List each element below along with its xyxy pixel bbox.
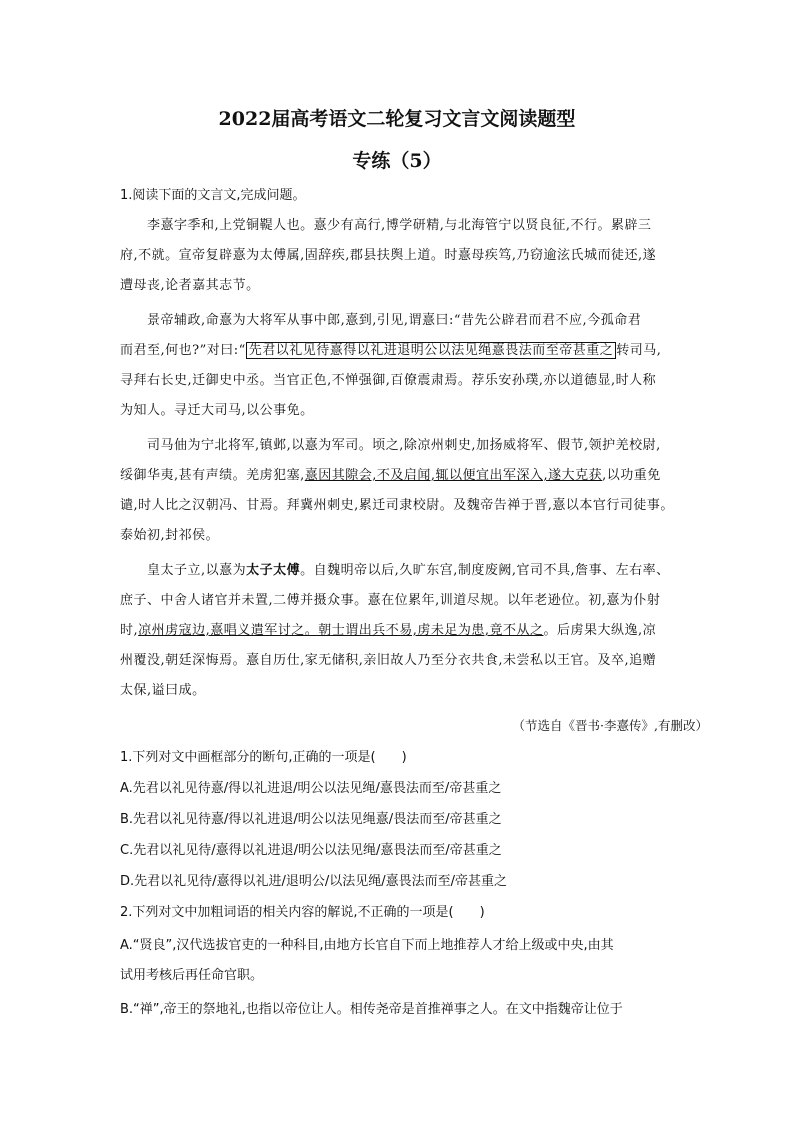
passage-text: 绥御华夷,甚有声绩。羌虏犯塞,: [120, 468, 305, 483]
passage-text: 时,: [120, 623, 139, 638]
bold-term: 太子太傅: [246, 563, 301, 578]
passage-line: [120, 341, 661, 361]
passage-text: 皇太子立,以憙为: [147, 563, 247, 578]
option-a: A.“贤良”,汉代选拔官吏的一种科目,由地方长官自下而上地推荐人才给上级或中央,由其: [120, 938, 614, 953]
passage-line: 泰始初,封祁侯。: [120, 528, 220, 543]
passage-text: 。自魏明帝以后,久旷东宫,制度废阙,官司不具,詹事、左右率、: [300, 563, 670, 578]
underlined-sentence: 憙因其隙会,不及启闻,辄以便宜出军深入,遂大克获: [304, 468, 603, 483]
page-title: 2022届高考语文二轮复习文言文阅读题型: [218, 108, 576, 130]
passage-text: 。后虏果大纵逸,凉: [543, 623, 657, 638]
source-citation: （节选自《晋书·李憙传》,有删改）: [512, 718, 708, 733]
passage-line: 庶子、中舍人诸官并未置,二傅并摄众事。憙在位累年,训道尽规。以年老逊位。初,憙为仆射: [120, 593, 661, 608]
passage-line: 遭母丧,论者嘉其志节。: [120, 278, 260, 293]
passage-line: 寻拜右长史,迁御史中丞。当官正色,不惮强御,百僚震肃焉。荐乐安孙璞,亦以道德显,时人称: [120, 373, 657, 388]
question-2: 2.下列对文中加粗词语的相关内容的解说,不正确的一项是( ): [120, 905, 485, 920]
option-a-continued: 试用考核后再任命官职。: [120, 968, 264, 983]
passage-line: [120, 621, 656, 641]
passage-line: 李憙字季和,上党铜鞮人也。憙少有高行,博学研精,与北海管宁以贤良征,不行。累辟三: [147, 218, 652, 233]
passage-line: 谴,时人比之汉朝冯、甘焉。拜冀州刺史,累迁司隶校尉。及魏帝告禅于晋,憙以本官行司徒事。: [120, 498, 674, 513]
option-c: C.先君以礼见待/憙得以礼进退/明公以法见绳/憙畏法而至/帝甚重之: [120, 843, 502, 858]
passage-line: 为知人。寻迁大司马,以公事免。: [120, 403, 314, 418]
passage-text: 而君至,何也?”对曰:“: [120, 343, 246, 358]
option-b: B.先君以礼见待憙/得以礼进退/明公以法见绳憙/畏法而至/帝甚重之: [120, 812, 502, 827]
passage-line: 府,不就。宣帝复辟憙为太傅属,固辞疾,郡县扶舆上道。时憙母疾笃,乃窃逾泫氏城而徒还,遂: [120, 248, 657, 263]
page-subtitle: 专练（5）: [352, 150, 442, 172]
passage-line: 州覆没,朝廷深悔焉。憙自历仕,家无储积,亲旧故人乃至分衣共食,未尝私以王官。及卒,追赠: [120, 653, 657, 668]
underlined-sentence: 凉州虏寇边,憙唱义遣军讨之。朝士谓出兵不易,虏未足为患,竟不从之: [138, 623, 544, 638]
passage-text: 转司马,: [616, 343, 662, 358]
passage-line: 太保,谥曰成。: [120, 683, 206, 698]
option-a: A.先君以礼见待憙/得以礼进退/明公以法见绳/憙畏法而至/帝甚重之: [120, 781, 502, 796]
passage-line: [147, 561, 670, 581]
option-b: B.“禅”,帝王的祭地礼,也指以帝位让人。相传尧帝是首推禅事之人。在文中指魏帝让位于: [120, 1002, 623, 1017]
question-1: 1.下列对文中画框部分的断句,正确的一项是( ): [120, 750, 407, 765]
passage-line: [120, 466, 661, 486]
boxed-passage: 先君以礼见待憙得以礼进退明公以法见绳憙畏法而至帝甚重之: [246, 342, 617, 359]
passage-line: 司马伷为宁北将军,镇邺,以憙为军司。顷之,除凉州刺史,加扬威将军、假节,领护羌校尉,: [147, 438, 661, 453]
passage-line: 景帝辅政,命憙为大将军从事中郎,憙到,引见,谓憙曰:“昔先公辟君而君不应,今孤命君: [147, 313, 642, 328]
option-d: D.先君以礼见待/憙得以礼进/退明公/以法见绳/憙畏法而至/帝甚重之: [120, 874, 508, 889]
intro-instruction: 1.阅读下面的文言文,完成问题。: [120, 188, 306, 203]
passage-text: ,以功重免: [602, 468, 661, 483]
